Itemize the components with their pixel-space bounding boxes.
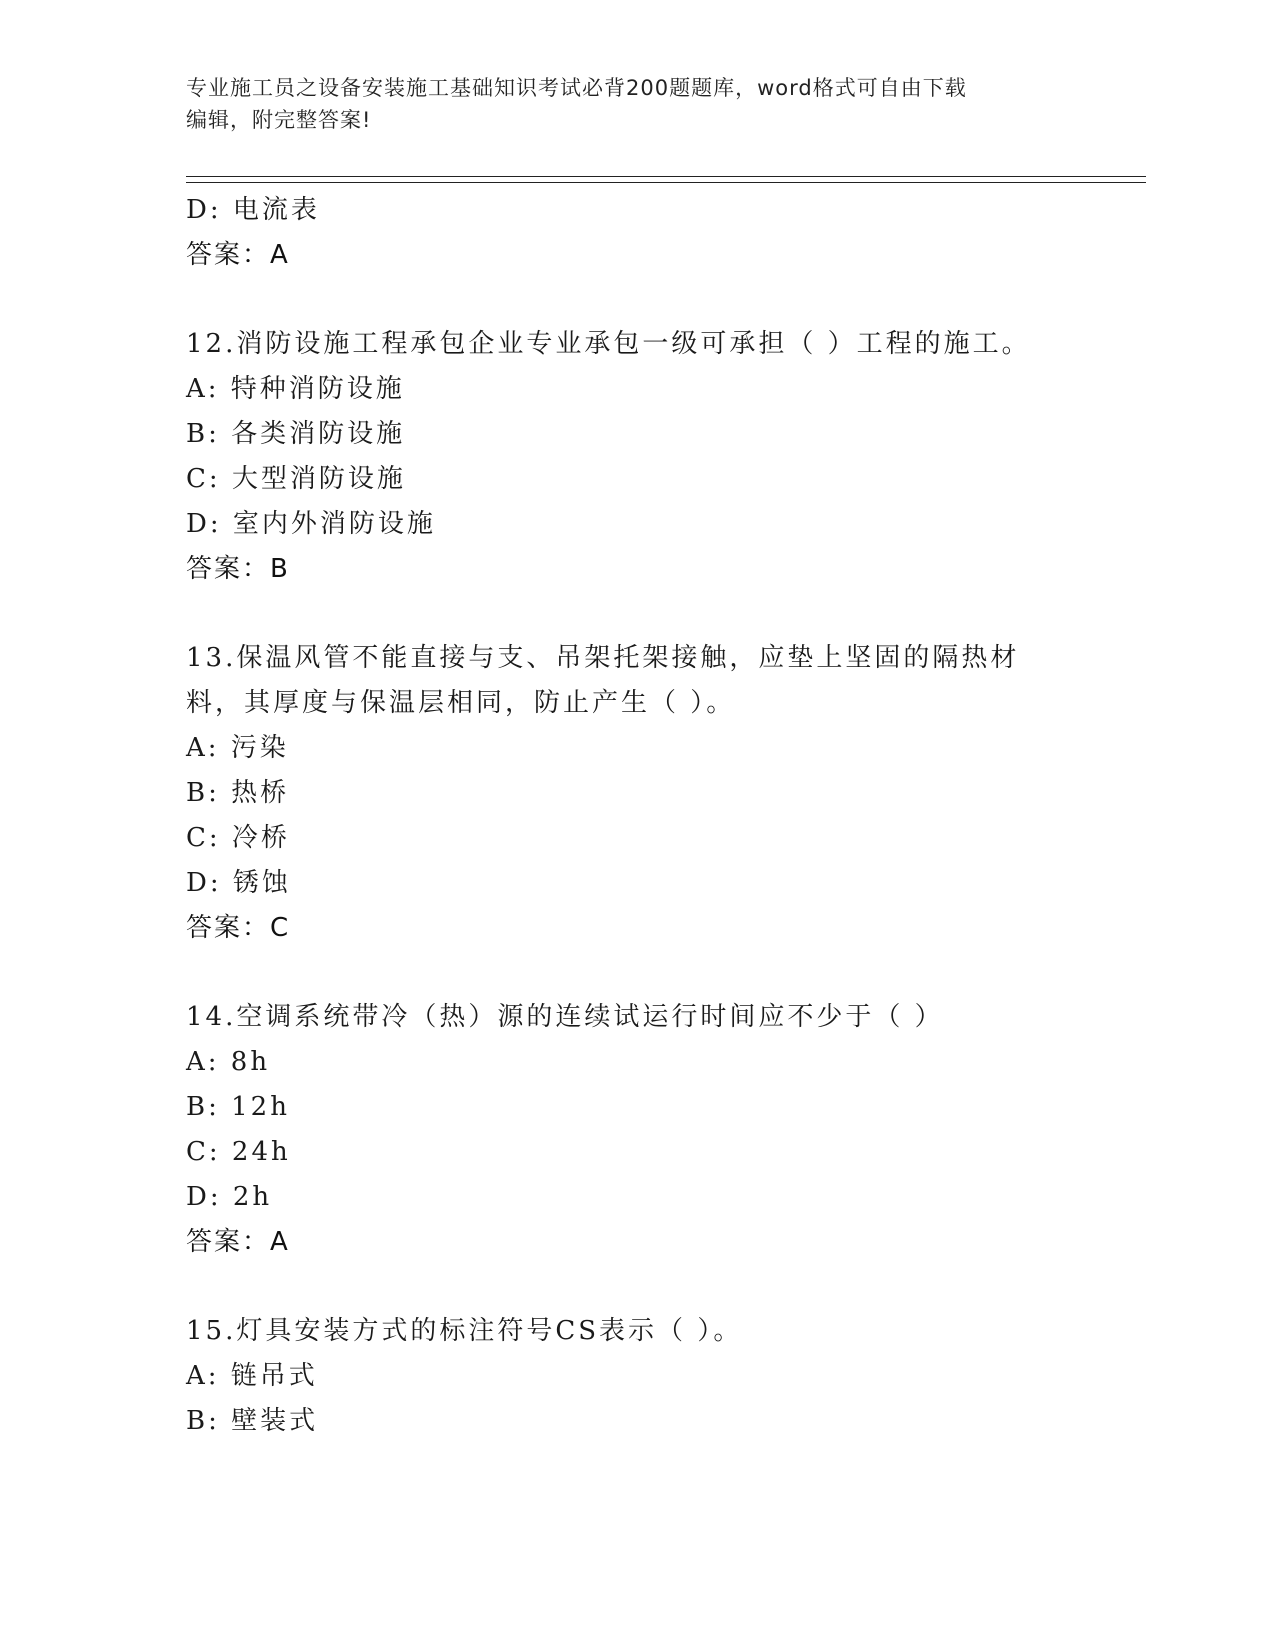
question-stem: 13.保温风管不能直接与支、吊架托架接触，应垫上坚固的隔热材料，其厚度与保温层相同，防止产生（ ）。 (186, 643, 1020, 718)
question-list (186, 188, 1146, 1444)
option-c: C: 大型消防设施 (186, 464, 406, 494)
option-d: D: 室内外消防设施 (186, 509, 436, 539)
header-double-rule (186, 176, 1146, 183)
header-title-line-2: 编辑，附完整答案! (186, 108, 372, 132)
option-a: A: 链吊式 (186, 1361, 318, 1391)
question-14 (186, 995, 1146, 1265)
spacer (186, 278, 1146, 322)
previous-question-tail (186, 188, 1146, 278)
option-a: A: 8h (186, 1047, 271, 1077)
answer-line: 答案：C (186, 913, 291, 943)
option-d: D: 电流表 (186, 195, 320, 225)
question-stem: 15.灯具安装方式的标注符号CS表示（ ）。 (186, 1316, 743, 1346)
header-title-line-1: 专业施工员之设备安装施工基础知识考试必背200题题库，word格式可自由下载 (186, 76, 967, 100)
answer-line: 答案：B (186, 554, 290, 584)
question-stem: 14.空调系统带冷（热）源的连续试运行时间应不少于（ ） (186, 1002, 944, 1032)
option-a: A: 特种消防设施 (186, 374, 405, 404)
option-b: B: 各类消防设施 (186, 419, 406, 449)
option-b: B: 12h (186, 1092, 290, 1122)
spacer (186, 592, 1146, 636)
spacer (186, 1265, 1146, 1309)
option-b: B: 热桥 (186, 778, 290, 808)
option-c: C: 冷桥 (186, 823, 290, 853)
document-header (186, 72, 1066, 136)
option-a: A: 污染 (186, 733, 289, 763)
option-b: B: 壁装式 (186, 1406, 319, 1436)
answer-line: 答案：A (186, 240, 290, 270)
question-12 (186, 322, 1146, 592)
option-d: D: 2h (186, 1182, 273, 1212)
option-c: C: 24h (186, 1137, 291, 1167)
spacer (186, 951, 1146, 995)
question-stem: 12.消防设施工程承包企业专业承包一级可承担（ ）工程的施工。 (186, 329, 1031, 359)
question-13 (186, 636, 1146, 951)
answer-line: 答案：A (186, 1227, 290, 1257)
option-d: D: 锈蚀 (186, 868, 291, 898)
question-15 (186, 1309, 1146, 1444)
